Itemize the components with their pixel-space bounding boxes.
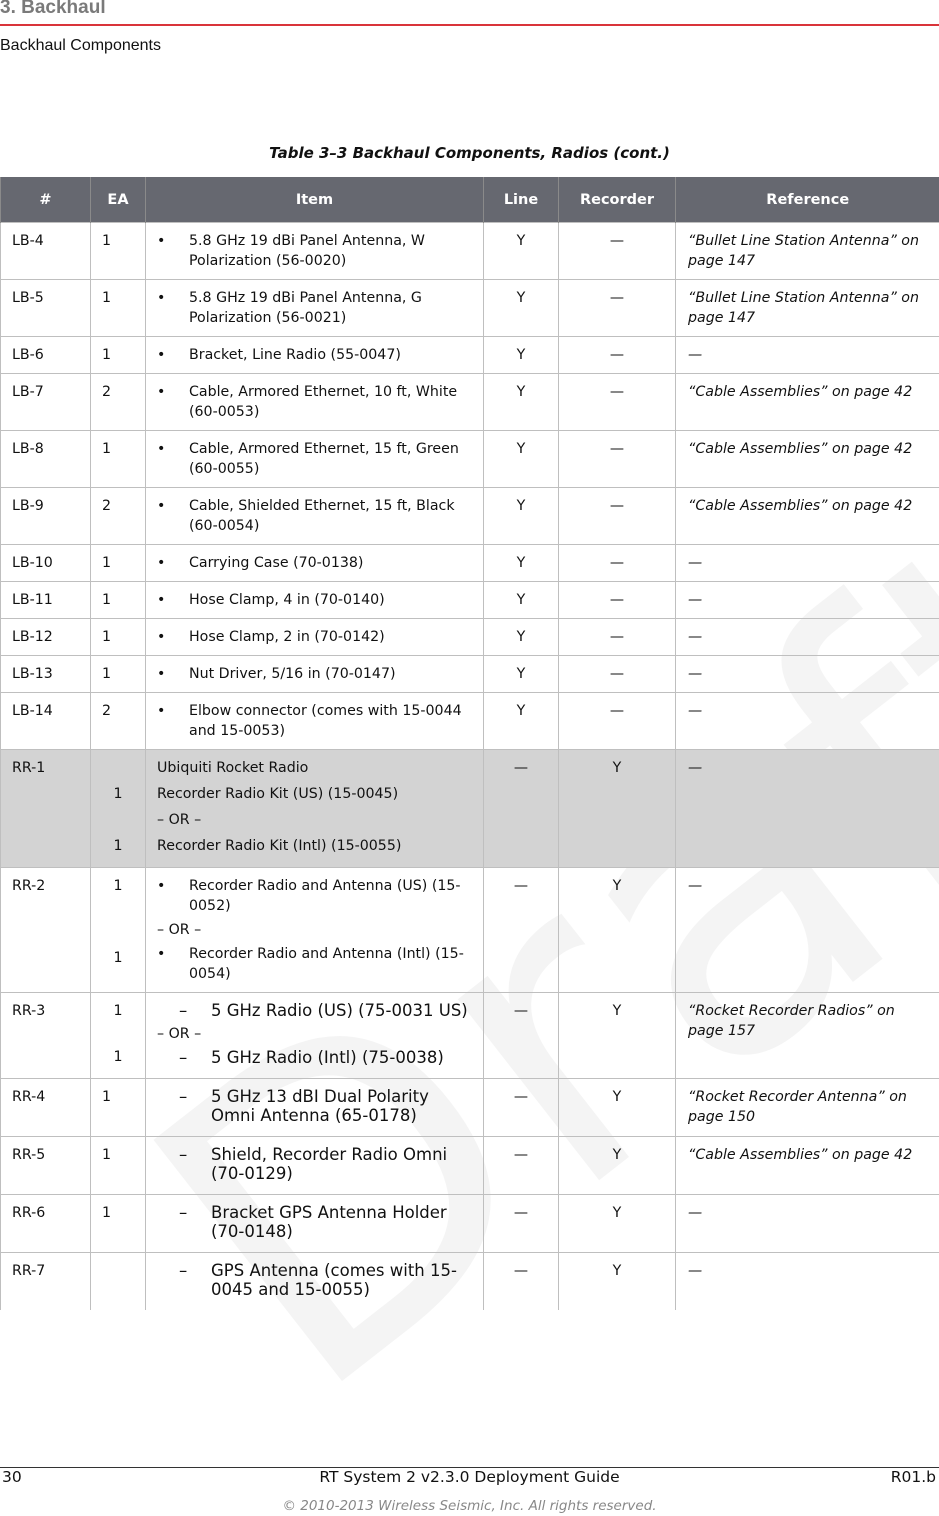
table-row	[1, 656, 939, 693]
cell-ea: 1	[91, 1079, 146, 1137]
cell-item	[146, 1137, 484, 1195]
item-text: 5.8 GHz 19 dBi Panel Antenna, W Polarization (56-0020)	[189, 233, 425, 269]
cell-line: —	[484, 1253, 559, 1311]
item-text: Shield, Recorder Radio Omni (70-0129)	[211, 1145, 448, 1183]
bullet-icon: •	[157, 703, 166, 719]
cell-recorder: —	[559, 545, 676, 582]
cell-ea: 1	[91, 223, 146, 280]
cell-line: Y	[484, 582, 559, 619]
cell-ea: 1	[91, 431, 146, 488]
components-table	[0, 177, 939, 1310]
cell-recorder: Y	[559, 750, 676, 868]
cell-id: LB-9	[1, 488, 91, 545]
cell-line: —	[484, 1195, 559, 1253]
cell-reference: “Cable Assemblies” on page 42	[676, 488, 939, 545]
ea-value: 1	[113, 1049, 123, 1065]
cell-reference: —	[676, 545, 939, 582]
cell-item	[146, 750, 484, 868]
cell-reference: “Cable Assemblies” on page 42	[676, 431, 939, 488]
ea-value: 1	[113, 838, 123, 854]
cell-recorder: —	[559, 431, 676, 488]
item-text: Bracket GPS Antenna Holder (70-0148)	[211, 1203, 447, 1241]
document-title: RT System 2 v2.3.0 Deployment Guide	[319, 1468, 620, 1486]
cell-item	[146, 582, 484, 619]
item-text: 5 GHz 13 dBI Dual Polarity Omni Antenna (65-0178)	[211, 1087, 429, 1125]
cell-item	[146, 545, 484, 582]
cell-recorder: —	[559, 488, 676, 545]
cell-recorder: —	[559, 337, 676, 374]
cell-reference: “Bullet Line Station Antenna” on page 147	[676, 223, 939, 280]
table-row	[1, 337, 939, 374]
bullet-icon: •	[157, 629, 166, 645]
cell-reference: —	[676, 582, 939, 619]
item-text: Hose Clamp, 4 in (70-0140)	[189, 592, 385, 608]
cell-id: RR-3	[1, 993, 91, 1079]
cell-id: LB-12	[1, 619, 91, 656]
cell-recorder: —	[559, 693, 676, 750]
ea-value: 1	[113, 878, 123, 894]
ea-value: 1	[113, 950, 123, 966]
cell-id: LB-7	[1, 374, 91, 431]
cell-reference: “Rocket Recorder Radios” on page 157	[676, 993, 939, 1079]
cell-item	[146, 337, 484, 374]
cell-ea: 2	[91, 374, 146, 431]
cell-recorder: —	[559, 223, 676, 280]
table-row	[1, 582, 939, 619]
or-separator: – OR –	[157, 922, 202, 938]
cell-id: LB-11	[1, 582, 91, 619]
dash-icon: –	[179, 1087, 188, 1106]
cell-recorder: Y	[559, 1137, 676, 1195]
cell-reference: —	[676, 619, 939, 656]
cell-reference: —	[676, 1195, 939, 1253]
table-row	[1, 1079, 939, 1137]
cell-id: RR-6	[1, 1195, 91, 1253]
cell-line: Y	[484, 337, 559, 374]
cell-recorder: Y	[559, 1079, 676, 1137]
table-row	[1, 750, 939, 868]
cell-item	[146, 488, 484, 545]
cell-ea: 1	[91, 1137, 146, 1195]
table-row	[1, 1195, 939, 1253]
cell-item	[146, 374, 484, 431]
cell-line: Y	[484, 545, 559, 582]
bullet-icon: •	[157, 878, 166, 894]
cell-item	[146, 619, 484, 656]
column-header: EA	[91, 177, 146, 223]
cell-ea: 2	[91, 488, 146, 545]
cell-reference: —	[676, 750, 939, 868]
item-text: Elbow connector (comes with 15-0044 and 15-0053)	[189, 703, 462, 739]
bullet-icon: •	[157, 290, 166, 306]
item-option: Recorder Radio Kit (Intl) (15-0055)	[157, 838, 402, 854]
column-header: #	[1, 177, 91, 223]
cell-id: LB-5	[1, 280, 91, 337]
cell-recorder: Y	[559, 1195, 676, 1253]
table-row	[1, 374, 939, 431]
bullet-icon: •	[157, 384, 166, 400]
cell-id: LB-8	[1, 431, 91, 488]
bullet-icon: •	[157, 441, 166, 457]
cell-ea: 1	[91, 1195, 146, 1253]
dash-icon: –	[179, 1145, 188, 1164]
table-header-row	[1, 177, 939, 223]
item-text: Hose Clamp, 2 in (70-0142)	[189, 629, 385, 645]
cell-line: Y	[484, 223, 559, 280]
table-row	[1, 280, 939, 337]
table-row	[1, 223, 939, 280]
cell-id: RR-5	[1, 1137, 91, 1195]
cell-recorder: —	[559, 374, 676, 431]
cell-ea	[91, 993, 146, 1079]
cell-item	[146, 280, 484, 337]
cell-line: Y	[484, 280, 559, 337]
item-text: 5.8 GHz 19 dBi Panel Antenna, G Polarization (56-0021)	[189, 290, 422, 326]
cell-id: RR-1	[1, 750, 91, 868]
cell-ea: 1	[91, 619, 146, 656]
ea-value: 1	[113, 786, 123, 802]
cell-ea	[91, 1253, 146, 1311]
cell-id: LB-6	[1, 337, 91, 374]
bullet-icon: •	[157, 498, 166, 514]
section-title: Backhaul Components	[0, 37, 161, 54]
item-option: Recorder Radio and Antenna (Intl) (15-0054)	[189, 946, 464, 982]
table-row	[1, 431, 939, 488]
column-header: Recorder	[559, 177, 676, 223]
cell-recorder: Y	[559, 993, 676, 1079]
cell-ea: 1	[91, 337, 146, 374]
cell-item	[146, 1079, 484, 1137]
cell-ea	[91, 750, 146, 868]
bullet-icon: •	[157, 555, 166, 571]
item-option: Recorder Radio Kit (US) (15-0045)	[157, 786, 399, 802]
cell-ea: 1	[91, 656, 146, 693]
bullet-icon: •	[157, 347, 166, 363]
cell-ea: 1	[91, 545, 146, 582]
cell-reference: “Cable Assemblies” on page 42	[676, 374, 939, 431]
cell-id: RR-2	[1, 868, 91, 993]
item-text: Cable, Armored Ethernet, 10 ft, White (60-0053)	[189, 384, 458, 420]
cell-recorder: Y	[559, 1253, 676, 1311]
item-text: GPS Antenna (comes with 15-0045 and 15-0055)	[211, 1261, 457, 1299]
cell-item	[146, 656, 484, 693]
revision: R01.b	[890, 1468, 936, 1486]
cell-line: Y	[484, 693, 559, 750]
bullet-icon: •	[157, 946, 166, 962]
item-option: Recorder Radio and Antenna (US) (15-0052)	[189, 878, 461, 914]
table-row	[1, 693, 939, 750]
ea-value: 1	[113, 1003, 123, 1019]
item-option: 5 GHz Radio (US) (75-0031 US)	[211, 1001, 468, 1020]
cell-line: Y	[484, 619, 559, 656]
cell-line: —	[484, 750, 559, 868]
cell-id: LB-14	[1, 693, 91, 750]
dash-icon: –	[179, 1001, 188, 1020]
item-option: 5 GHz Radio (Intl) (75-0038)	[211, 1048, 444, 1067]
cell-line: Y	[484, 656, 559, 693]
page-number: 30	[2, 1468, 22, 1486]
cell-recorder: —	[559, 619, 676, 656]
cell-ea: 1	[91, 582, 146, 619]
cell-line: —	[484, 1137, 559, 1195]
cell-reference: “Cable Assemblies” on page 42	[676, 1137, 939, 1195]
cell-reference: —	[676, 868, 939, 993]
table-row	[1, 868, 939, 993]
item-text: Bracket, Line Radio (55-0047)	[189, 347, 401, 363]
cell-recorder: —	[559, 582, 676, 619]
cell-id: RR-4	[1, 1079, 91, 1137]
cell-line: Y	[484, 431, 559, 488]
cell-ea: 1	[91, 280, 146, 337]
cell-item	[146, 223, 484, 280]
cell-line: —	[484, 993, 559, 1079]
chapter-title: 3. Backhaul	[0, 0, 106, 18]
cell-ea	[91, 868, 146, 993]
cell-item	[146, 868, 484, 993]
table-row	[1, 993, 939, 1079]
cell-line: —	[484, 868, 559, 993]
cell-line: Y	[484, 374, 559, 431]
cell-reference: “Rocket Recorder Antenna” on page 150	[676, 1079, 939, 1137]
table-row	[1, 488, 939, 545]
dash-icon: –	[179, 1203, 188, 1222]
cell-recorder: Y	[559, 868, 676, 993]
cell-recorder: —	[559, 656, 676, 693]
item-title: Ubiquiti Rocket Radio	[157, 760, 309, 776]
table-row	[1, 619, 939, 656]
cell-reference: —	[676, 337, 939, 374]
table-row	[1, 1137, 939, 1195]
cell-id: RR-7	[1, 1253, 91, 1311]
cell-line: —	[484, 1079, 559, 1137]
table-row	[1, 545, 939, 582]
item-text: Nut Driver, 5/16 in (70-0147)	[189, 666, 396, 682]
item-text: Cable, Armored Ethernet, 15 ft, Green (60-0055)	[189, 441, 459, 477]
cell-item	[146, 993, 484, 1079]
cell-id: LB-10	[1, 545, 91, 582]
bullet-icon: •	[157, 666, 166, 682]
cell-id: LB-13	[1, 656, 91, 693]
column-header: Reference	[676, 177, 939, 223]
cell-id: LB-4	[1, 223, 91, 280]
cell-item	[146, 1195, 484, 1253]
table-row	[1, 1253, 939, 1311]
copyright: © 2010-2013 Wireless Seismic, Inc. All rights reserved.	[282, 1498, 657, 1514]
item-text: Cable, Shielded Ethernet, 15 ft, Black (60-0054)	[189, 498, 455, 534]
cell-reference: —	[676, 656, 939, 693]
dash-icon: –	[179, 1048, 188, 1067]
bullet-icon: •	[157, 592, 166, 608]
column-header: Item	[146, 177, 484, 223]
cell-item	[146, 431, 484, 488]
cell-item	[146, 1253, 484, 1311]
cell-line: Y	[484, 488, 559, 545]
or-separator: – OR –	[157, 1026, 202, 1042]
cell-item	[146, 693, 484, 750]
cell-reference: —	[676, 1253, 939, 1311]
cell-reference: —	[676, 693, 939, 750]
bullet-icon: •	[157, 233, 166, 249]
item-text: Carrying Case (70-0138)	[189, 555, 364, 571]
column-header: Line	[484, 177, 559, 223]
table-caption: Table 3–3 Backhaul Components, Radios (cont.)	[269, 144, 670, 162]
cell-ea: 2	[91, 693, 146, 750]
cell-recorder: —	[559, 280, 676, 337]
header-rule	[0, 24, 939, 26]
dash-icon: –	[179, 1261, 188, 1280]
or-separator: – OR –	[157, 812, 202, 828]
cell-reference: “Bullet Line Station Antenna” on page 147	[676, 280, 939, 337]
